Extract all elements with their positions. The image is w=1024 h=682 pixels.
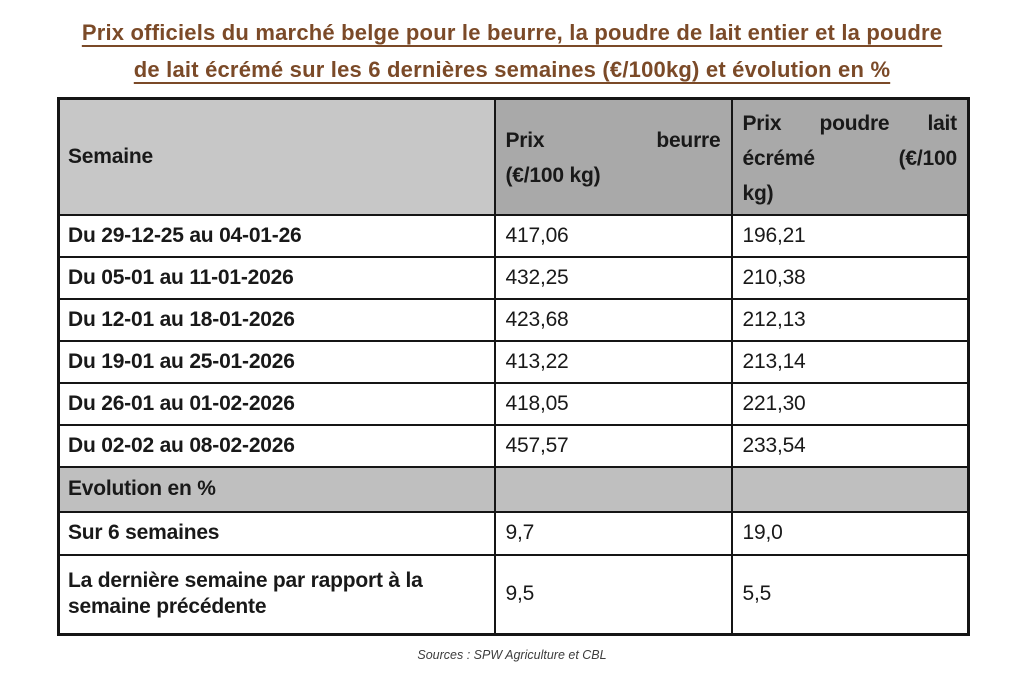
header-skimmed-word-euro100: (€/100 xyxy=(898,147,957,170)
week-label-cell: Du 19-01 au 25-01-2026 xyxy=(59,341,495,383)
evolution-empty-cell xyxy=(495,467,732,512)
butter-price-cell: 432,25 xyxy=(495,257,732,299)
week-label-cell: Du 29-12-25 au 04-01-26 xyxy=(59,215,495,257)
week-label-cell: Du 26-01 au 01-02-2026 xyxy=(59,383,495,425)
col-header-semaine: Semaine xyxy=(59,99,495,215)
skimmed-price-cell: 210,38 xyxy=(732,257,969,299)
table-row xyxy=(59,341,969,383)
butter-evolution-cell: 9,5 xyxy=(495,555,732,635)
header-skimmed-line-1 xyxy=(743,106,958,141)
header-skimmed-word-lait: lait xyxy=(927,112,957,135)
table-row xyxy=(59,383,969,425)
evolution-label-cell: Evolution en % xyxy=(59,467,495,512)
butter-price-cell: 413,22 xyxy=(495,341,732,383)
page-title xyxy=(0,14,1024,88)
butter-price-cell: 423,68 xyxy=(495,299,732,341)
table-row xyxy=(59,257,969,299)
skimmed-price-cell: 233,54 xyxy=(732,425,969,467)
skimmed-evolution-cell: 19,0 xyxy=(732,512,969,555)
evolution-empty-cell xyxy=(732,467,969,512)
price-table xyxy=(57,97,970,636)
butter-price-cell: 457,57 xyxy=(495,425,732,467)
skimmed-price-cell: 212,13 xyxy=(732,299,969,341)
header-skimmed-word-poudre: poudre xyxy=(819,112,890,135)
week-label-cell: Du 05-01 au 11-01-2026 xyxy=(59,257,495,299)
header-skimmed-line-2 xyxy=(743,141,958,176)
col-header-prix-poudre-lait-ecreme xyxy=(732,99,969,215)
week-label-cell: Du 02-02 au 08-02-2026 xyxy=(59,425,495,467)
table-row xyxy=(59,299,969,341)
sources-note: Sources : SPW Agriculture et CBL xyxy=(417,648,607,662)
skimmed-price-cell: 221,30 xyxy=(732,383,969,425)
title-line-1: Prix officiels du marché belge pour le beurre, la poudre de lait entier et la poudre xyxy=(81,20,943,45)
table-row xyxy=(59,425,969,467)
butter-price-cell: 417,06 xyxy=(495,215,732,257)
table-row xyxy=(59,215,969,257)
header-butter-line-1 xyxy=(506,123,721,158)
evolution-header-row xyxy=(59,467,969,512)
header-butter-line-2: (€/100 kg) xyxy=(505,163,601,187)
title-line-2: de lait écrémé sur les 6 dernières semaines (€/100kg) et évolution en % xyxy=(133,57,891,82)
table-row xyxy=(59,512,969,555)
table-header-row xyxy=(59,99,969,215)
header-skimmed-word-prix: Prix xyxy=(742,112,782,135)
table-row xyxy=(59,555,969,635)
week-label-cell: Du 12-01 au 18-01-2026 xyxy=(59,299,495,341)
evolution-lastweek-label-cell: La dernière semaine par rapport à la semaine précédente xyxy=(59,555,495,635)
skimmed-price-cell: 196,21 xyxy=(732,215,969,257)
header-skimmed-line-3: kg) xyxy=(742,182,774,205)
evolution-6weeks-label-cell: Sur 6 semaines xyxy=(59,512,495,555)
skimmed-price-cell: 213,14 xyxy=(732,341,969,383)
butter-evolution-cell: 9,7 xyxy=(495,512,732,555)
header-butter-word-beurre: beurre xyxy=(656,128,721,152)
col-header-prix-beurre xyxy=(495,99,732,215)
header-skimmed-word-ecreme: écrémé xyxy=(742,147,815,170)
butter-price-cell: 418,05 xyxy=(495,383,732,425)
header-butter-word-prix: Prix xyxy=(505,128,545,152)
skimmed-evolution-cell: 5,5 xyxy=(732,555,969,635)
